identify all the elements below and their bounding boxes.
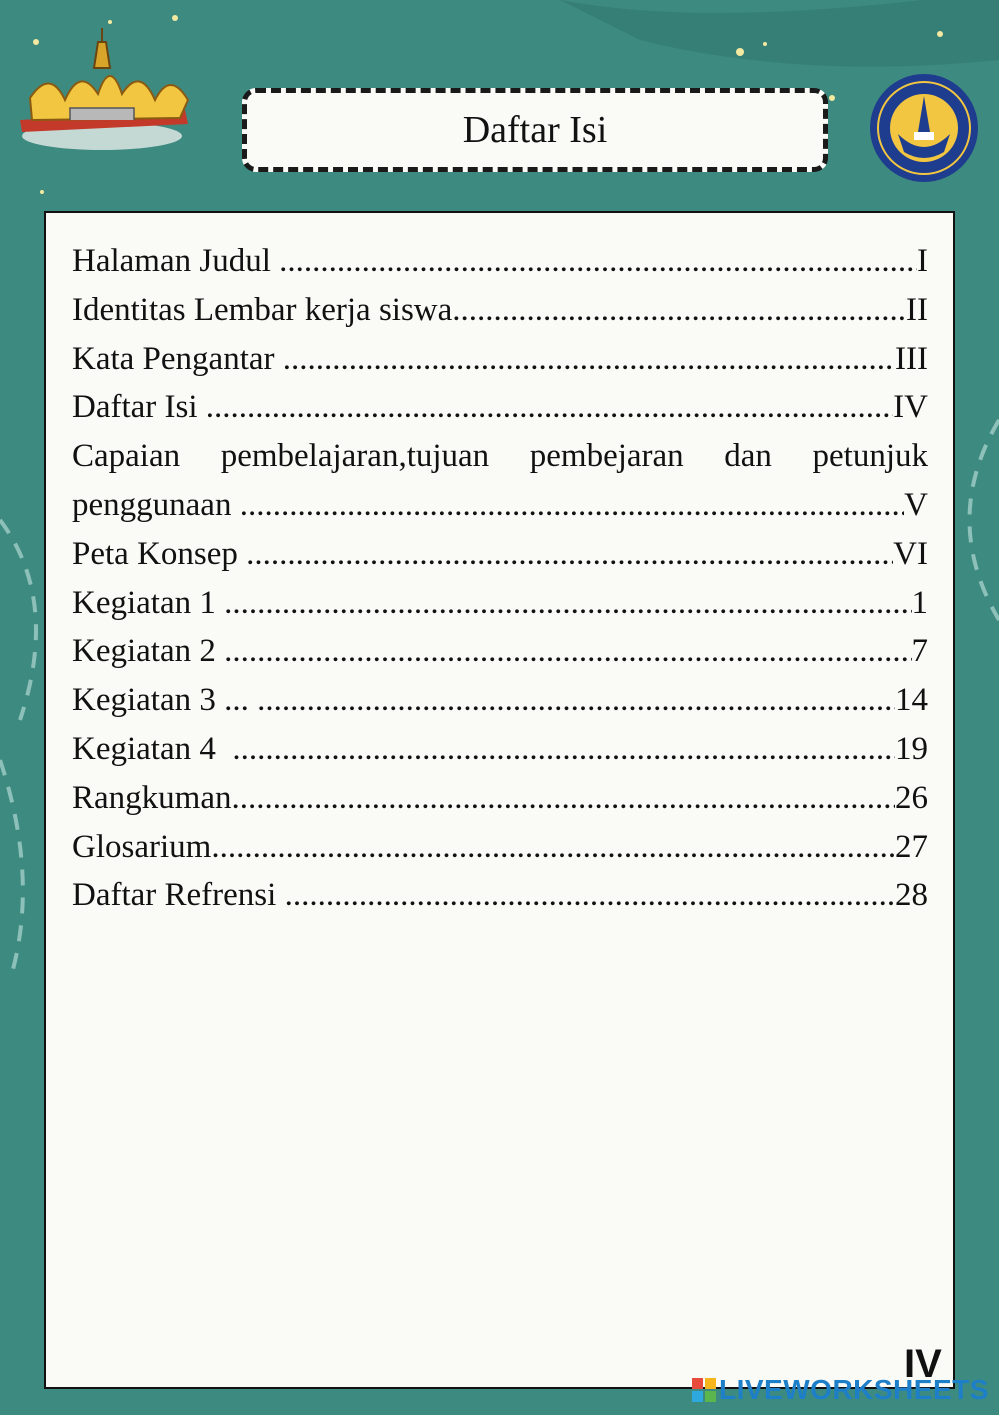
- toc-entry-page: 19: [895, 730, 928, 767]
- toc-entry-label: penggunaan: [72, 486, 232, 523]
- toc-entry: [72, 579, 928, 628]
- toc-entry: [72, 774, 928, 823]
- lampung-tower-icon: [10, 28, 200, 158]
- toc-entry-label: Identitas Lembar kerja siswa: [72, 291, 453, 328]
- toc-leader-dots: [238, 530, 893, 579]
- university-seal-icon: [868, 72, 980, 184]
- title-box: [242, 88, 828, 172]
- toc-leader-dots: [216, 579, 912, 628]
- toc-entry: [72, 725, 928, 774]
- toc-entry-label: Halaman Judul: [72, 243, 271, 279]
- toc-entry-page: 7: [911, 633, 928, 670]
- toc-leader-dots: [216, 725, 895, 774]
- toc-leader-dots: [211, 823, 895, 872]
- toc-entry: [72, 530, 928, 579]
- toc-entry-page: V: [904, 486, 928, 523]
- page-number: IV: [904, 1342, 942, 1386]
- toc-entry-label: Daftar Isi: [72, 389, 198, 426]
- toc-entry: [72, 823, 928, 872]
- toc-entry: [72, 237, 928, 286]
- toc-leader-dots: [452, 286, 906, 335]
- toc-entry: [72, 676, 928, 725]
- watermark[interactable]: [692, 1374, 989, 1406]
- toc-entry-label: Kata Pengantar: [72, 340, 275, 377]
- toc-leader-dots: [231, 481, 904, 530]
- toc-leader-dots: [216, 627, 912, 676]
- toc-entry-label: Capaian pembelajaran,tujuan pembejaran dan petunjuk: [72, 438, 928, 475]
- toc-entry-label: Glosarium: [72, 828, 212, 865]
- toc-entry-label: Rangkuman: [72, 779, 232, 816]
- toc-entry: [72, 286, 928, 335]
- toc-entry-page: III: [895, 340, 928, 377]
- toc-entry: [72, 383, 928, 432]
- page-title: Daftar Isi: [462, 109, 608, 151]
- toc-entry-page: 28: [895, 877, 928, 914]
- toc-entry-label: Daftar Refrensi: [72, 877, 277, 914]
- table-of-contents: [72, 237, 928, 920]
- watermark-text: LIVEWORKSHEETS: [719, 1374, 989, 1405]
- toc-entry-page: IV: [893, 389, 928, 426]
- toc-entry-label: Kegiatan 1: [72, 584, 216, 621]
- table-of-contents-panel: [44, 211, 955, 1389]
- toc-entry-page: VI: [893, 535, 928, 572]
- toc-leader-dots: [271, 237, 917, 286]
- toc-entry-label: Kegiatan 3 ...: [72, 682, 249, 719]
- toc-entry-page: 27: [895, 828, 928, 865]
- toc-entry-label: Peta Konsep: [72, 535, 238, 572]
- toc-entry: [72, 481, 928, 530]
- toc-entry-page: II: [906, 291, 928, 328]
- toc-entry: [72, 335, 928, 384]
- toc-entry: [72, 627, 928, 676]
- toc-entry-label: Kegiatan 2: [72, 633, 216, 670]
- toc-leader-dots: [231, 774, 895, 823]
- toc-leader-dots: [276, 871, 895, 920]
- liveworksheets-logo-icon: [692, 1378, 716, 1402]
- toc-leader-dots: [198, 383, 894, 432]
- toc-entry-page: 26: [895, 779, 928, 816]
- toc-entry-wrapped-line: [72, 432, 928, 481]
- toc-leader-dots: [249, 676, 895, 725]
- toc-leader-dots: [275, 335, 896, 384]
- toc-entry-label: Kegiatan 4: [72, 730, 216, 767]
- toc-entry-page: I: [917, 243, 928, 279]
- toc-entry-page: 14: [895, 682, 928, 719]
- toc-entry-page: 1: [911, 584, 928, 621]
- toc-entry: [72, 871, 928, 920]
